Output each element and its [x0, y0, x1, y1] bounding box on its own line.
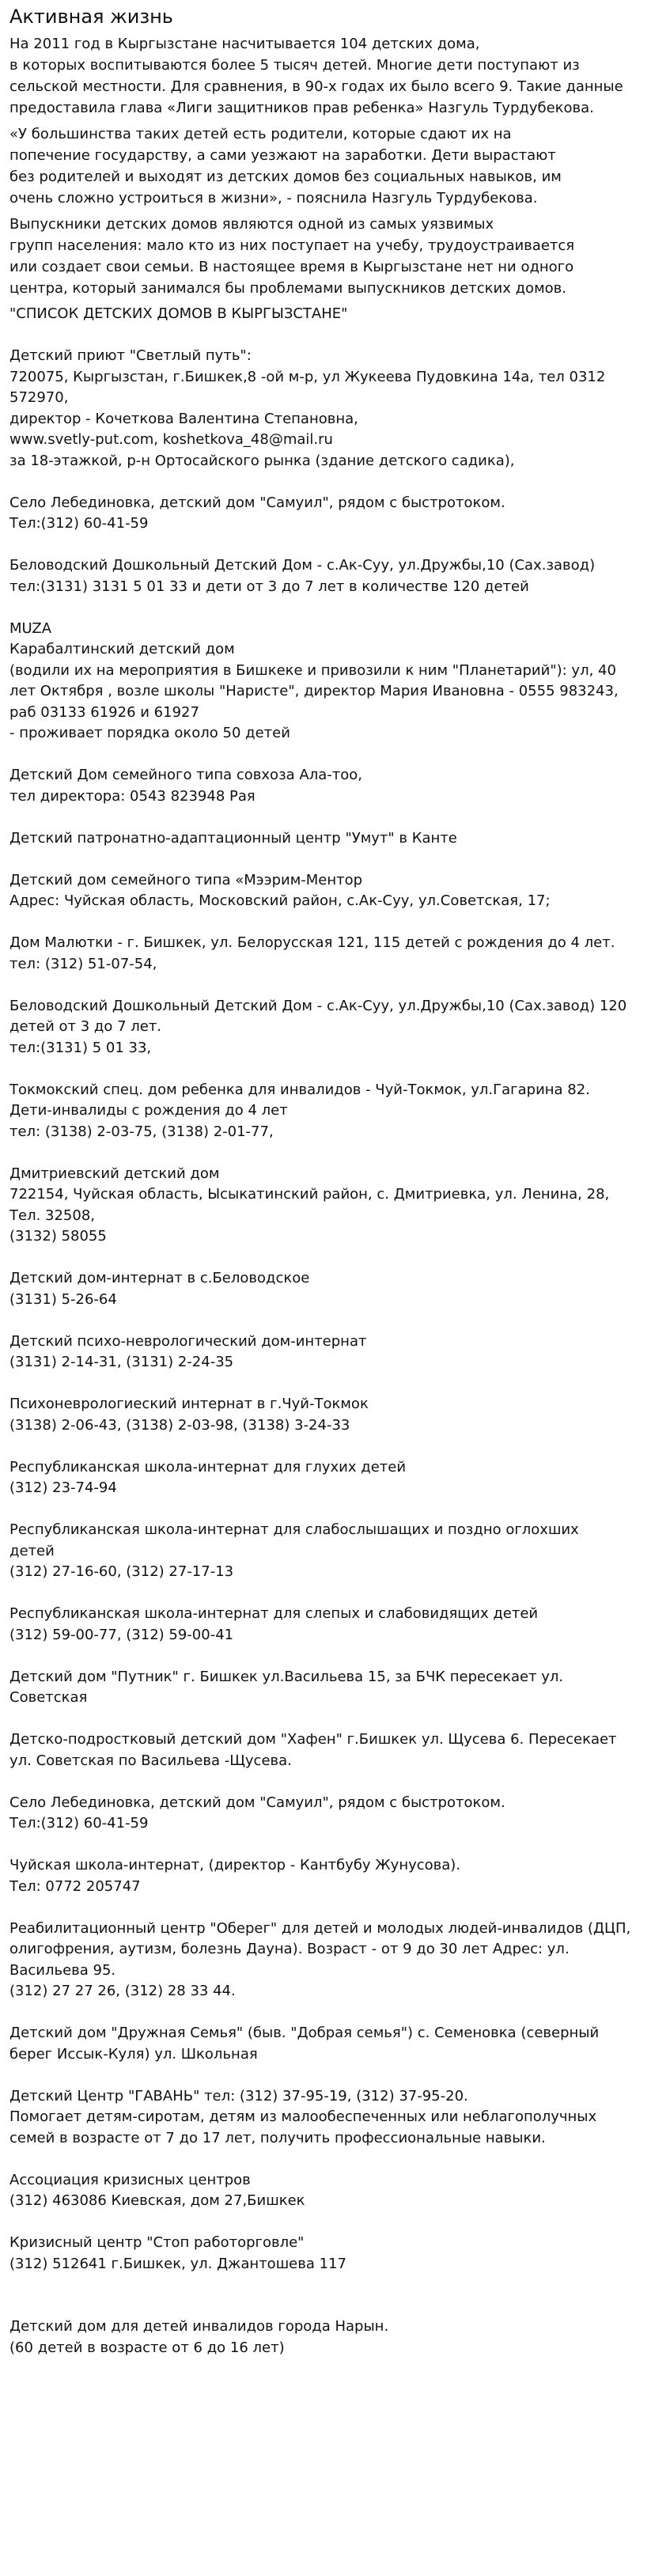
- article-title: Активная жизнь: [9, 6, 173, 28]
- intro-paragraph-2: «У большинства таких детей есть родители, которые сдают их на попечение государству, а сами уезжают на заработки. Дети вырастают без родителей и выходят из детских домов без социальных навыков, им очень сложно устроиться в жизни», - пояснила Назгуль Турдубекова.: [9, 126, 562, 206]
- intro-paragraph-3: Выпускники детских домов являются одной из самых уязвимых групп населения: мало кто из них поступает на учебу, трудоустраивается или создает свои семьи. В настоящее время в Кыргызстане нет ни одного центра, который занимался бы проблемами выпускников детских домов.: [9, 216, 575, 297]
- intro-paragraph-1: На 2011 год в Кыргызстане насчитывается 104 детских дома, в которых воспитываются более 5 тысяч детей. Многие дети поступают из сельской местности. Для сравнения, в 90-х годах их было всего 9. Такие данные предоставила глава «Лиги защитников прав ребенка» Назгуль Турдубекова.: [9, 36, 623, 116]
- orphanage-directory: "СПИСОК ДЕТСКИХ ДОМОВ В КЫРГЫЗСТАНЕ" Детский приют "Светлый путь": 720075, Кыргызстан, г.Бишкек,8 -ой м-р, ул Жукеева Пудовкина 14а, тел 0312 572970, директор - Кочеткова Валентина Степановна, www.svetly-put.com, koshetkova_48@mail.ru за 18-этажкой, р-н Ортосайского рынка (здание детского садика), Село Лебединовка, детский дом "Самуил", рядом с быстротоком. Тел:(312) 60-41-59 Беловодский Дошкольный Детский Дом - с.Ак-Суу, ул.Дружбы,10 (Сах.завод) тел:(3131) 3131 5 01 33 и дети от 3 до 7 лет в количестве 120 детей MUZA Карабалтинский детский дом (водили их на мероприятия в Бишкеке и привозили к ним "Планетарий"): ул, 40 лет Октября , возле школы "Наристе", директор Мария Ивановна - 0555 983243, раб 03133 61926 и 61927 - проживает порядка около 50 детей Детский Дом семейного типа совхоза Ала-тоо, тел директора: 0543 823948 Рая Детский патронатно-адаптационный центр "Умут" в Канте Детский дом семейного типа «Мээрим-Ментор Адрес: Чуйская область, Московский район, с.Ак-Суу, ул.Советская, 17; Дом Малютки - г. Бишкек, ул. Белорусская 121, 115 детей с рождения до 4 лет. тел: (312) 51-07-54, Беловодский Дошкольный Детский Дом - с.Ак-Суу, ул.Дружбы,10 (Сах.завод) 120 детей от 3 до 7 лет. тел:(3131) 5 01 33, Токмокский спец. дом ребенка для инвалидов - Чуй-Токмок, ул.Гагарина 82. Дети-инвалиды с рождения до 4 лет тел: (3138) 2-03-75, (3138) 2-01-77, Дмитриевский детский дом 722154, Чуйская область, Ысыкатинский район, с. Дмитриевка, ул. Ленина, 28, Тел. 32508, (3132) 58055 Детский дом-интернат в с.Беловодское (3131) 5-26-64 Детский психо-неврологический дом-интернат (3131) 2-14-31, (3131) 2-24-35 Психоневрологиеский интернат в г.Чуй-Токмок (3138) 2-06-43, (3138) 2-03-98, (3138) 3-24-33 Республиканская школа-интернат для глухих детей (312) 23-74-94 Республиканская школа-интернат для слабослышащих и поздно оглохших детей (312) 27-16-60, (312) 27-17-13 Республиканская школа-интернат для слепых и слабовидящих детей (312) 59-00-77, (312) 59-00-41 Детский дом "Путник" г. Бишкек ул.Васильева 15, за БЧК пересекает ул. Советская Детско-подростковый детский дом "Хафен" г.Бишкек ул. Щусева 6. Пересекает ул. Советская по Васильева -Щусева. Село Лебединовка, детский дом "Самуил", рядом с быстротоком. Тел:(312) 60-41-59 Чуйская школа-интернат, (директор - Кантбубу Жунусова). Тел: 0772 205747 Реабилитационный центр "Оберег" для детей и молодых людей-инвалидов (ДЦП, олигофрения, аутизм, болезнь Дауна). Возраст - от 9 до 30 лет Адрес: ул. Васильева 95. (312) 27 27 26, (312) 28 33 44. Детский дом "Дружная Семья" (быв. "Добрая семья") с. Семеновка (северный берег Иссык-Куля) ул. Школьная Детский Центр "ГАВАНЬ" тел: (312) 37-95-19, (312) 37-95-20. Помогает детям-сиротам, детям из малообеспеченных или неблагополучных семей в возрасте от 7 до 17 лет, получить профессиональные навыки. Ассоциация кризисных центров (312) 463086 Киевская, дом 27,Бишкек Кризисный центр "Стоп работорговле" (312) 512641 г.Бишкек, ул. Джантошева 117 Детский дом для детей инвалидов города Нарын. (60 детей в возрасте от 6 до 16 лет): [9, 305, 631, 2356]
